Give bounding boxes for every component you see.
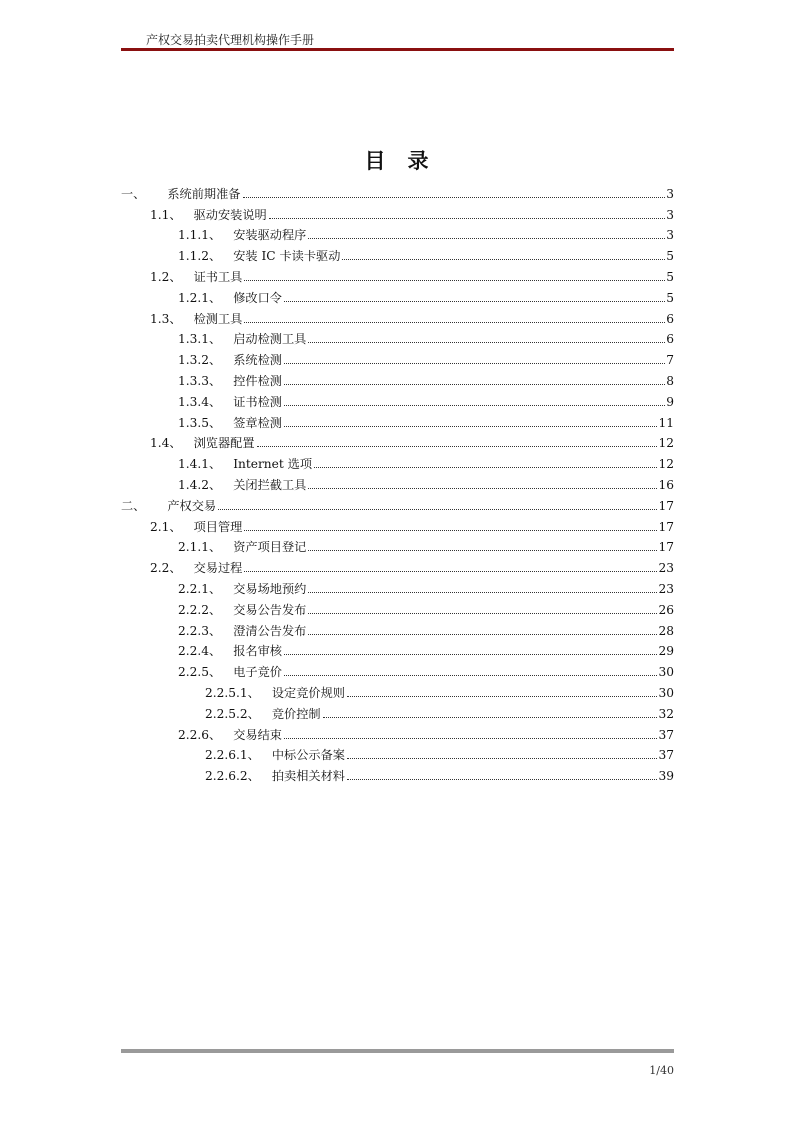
header-rule: [121, 48, 674, 51]
toc-entry-label: 签章检测: [233, 415, 282, 430]
toc-entry[interactable]: [121, 534, 674, 555]
toc-entry-number: 2.2.5.2、: [205, 706, 260, 721]
toc-entry[interactable]: [121, 222, 674, 243]
toc-dot-leader: [218, 509, 657, 510]
toc-entry-page: 23: [658, 561, 674, 576]
toc-dot-leader: [342, 259, 665, 260]
toc-entry-page: 37: [658, 748, 674, 763]
toc-entry[interactable]: [121, 305, 674, 326]
toc-dot-leader: [308, 550, 657, 551]
toc-dot-leader: [284, 654, 658, 655]
toc-entry-label: 报名审核: [233, 644, 282, 659]
toc-entry-number: 2.2.2、: [178, 602, 222, 617]
toc-entry-label: 交易公告发布: [233, 602, 307, 617]
toc-entry-label: 拍卖相关材料: [271, 769, 345, 784]
toc-entry[interactable]: [121, 513, 674, 534]
toc-entry-page: 3: [666, 207, 674, 222]
toc-dot-leader: [257, 446, 658, 447]
toc-entry-number: 1.3.2、: [178, 353, 222, 368]
toc-entry-label: 交易过程: [193, 561, 243, 576]
toc-entry-number: 2.2.5.1、: [205, 685, 260, 700]
toc-entry-label: 交易结束: [233, 727, 282, 742]
toc-entry-number: 2.2.6、: [178, 727, 222, 742]
toc-entry-label: 系统检测: [233, 353, 282, 368]
toc-dot-leader: [323, 717, 658, 718]
toc-entry[interactable]: [121, 242, 674, 263]
toc-entry[interactable]: [121, 575, 674, 596]
toc-entry-page: 39: [658, 769, 674, 784]
toc-entry-number: 1.2.1、: [178, 290, 222, 305]
toc-entry[interactable]: [121, 450, 674, 471]
toc-entry-label: 电子竞价: [233, 665, 282, 680]
toc-entry-number: 2.2.6.1、: [205, 748, 260, 763]
toc-entry-page: 28: [658, 623, 674, 638]
toc-dot-leader: [244, 530, 657, 531]
table-of-contents: [121, 180, 674, 783]
toc-entry-label: 项目管理: [193, 519, 243, 534]
toc-dot-leader: [308, 488, 657, 489]
toc-entry-number: 一、: [121, 186, 146, 201]
toc-entry-label: 安装驱动程序: [233, 228, 307, 243]
toc-entry[interactable]: [121, 388, 674, 409]
toc-entry-number: 2.2.6.2、: [205, 769, 260, 784]
toc-entry[interactable]: [121, 263, 674, 284]
toc-entry-page: 37: [658, 727, 674, 742]
toc-entry[interactable]: [121, 471, 674, 492]
toc-entry-label: 安装 IC 卡读卡驱动: [233, 249, 341, 264]
toc-entry-label: 浏览器配置: [193, 436, 255, 451]
toc-entry[interactable]: [121, 326, 674, 347]
toc-entry-number: 1.3、: [150, 311, 182, 326]
toc-dot-leader: [284, 384, 665, 385]
toc-entry-page: 11: [658, 415, 674, 430]
toc-entry-page: 17: [658, 540, 674, 555]
toc-entry-label: 产权交易: [167, 498, 217, 513]
toc-entry-number: 2.2.5、: [178, 665, 222, 680]
toc-entry-number: 2.2、: [150, 561, 182, 576]
toc-entry-page: 5: [666, 249, 674, 264]
toc-dot-leader: [314, 467, 657, 468]
toc-dot-leader: [308, 342, 665, 343]
toc-entry[interactable]: [121, 679, 674, 700]
toc-entry[interactable]: [121, 284, 674, 305]
toc-dot-leader: [244, 571, 657, 572]
toc-entry-page: 12: [658, 436, 674, 451]
toc-entry-page: 17: [658, 519, 674, 534]
toc-entry[interactable]: [121, 742, 674, 763]
toc-entry[interactable]: [121, 762, 674, 783]
toc-entry-page: 30: [658, 665, 674, 680]
toc-entry-page: 3: [666, 228, 674, 243]
toc-dot-leader: [308, 592, 657, 593]
toc-entry-page: 3: [666, 186, 674, 201]
toc-entry-page: 16: [658, 477, 674, 492]
toc-entry-label: 关闭拦截工具: [233, 477, 307, 492]
toc-entry[interactable]: [121, 409, 674, 430]
toc-entry-number: 2.1、: [150, 519, 182, 534]
toc-entry-number: 1.1、: [150, 207, 182, 222]
toc-entry-label: 证书工具: [193, 269, 243, 284]
toc-title: 目录: [364, 148, 451, 173]
toc-entry-page: 17: [658, 498, 674, 513]
toc-entry-page: 5: [666, 269, 674, 284]
toc-entry-label: 修改口令: [233, 290, 282, 305]
toc-dot-leader: [308, 238, 665, 239]
toc-entry-number: 二、: [121, 498, 146, 513]
toc-dot-leader: [243, 197, 666, 198]
toc-entry[interactable]: [121, 658, 674, 679]
toc-entry-label: 澄清公告发布: [233, 623, 307, 638]
toc-entry[interactable]: [121, 554, 674, 575]
toc-entry[interactable]: [121, 346, 674, 367]
toc-entry-label: 中标公示备案: [271, 748, 345, 763]
toc-dot-leader: [347, 779, 658, 780]
toc-entry-number: 2.2.4、: [178, 644, 222, 659]
page-number: 1/40: [649, 1064, 674, 1077]
toc-entry-page: 7: [666, 353, 674, 368]
toc-dot-leader: [308, 613, 657, 614]
toc-entry-label: 证书检测: [233, 394, 282, 409]
toc-entry-page: 32: [658, 706, 674, 721]
toc-entry-label: 驱动安装说明: [193, 207, 267, 222]
header-title: 产权交易拍卖代理机构操作手册: [146, 33, 315, 47]
toc-dot-leader: [284, 738, 658, 739]
toc-dot-leader: [284, 426, 658, 427]
toc-entry-label: Internet 选项: [233, 457, 313, 472]
toc-entry[interactable]: [121, 201, 674, 222]
toc-entry-page: 23: [658, 581, 674, 596]
toc-entry[interactable]: [121, 721, 674, 742]
toc-entry-page: 29: [658, 644, 674, 659]
toc-dot-leader: [284, 675, 658, 676]
toc-entry-number: 1.4.1、: [178, 457, 222, 472]
toc-entry[interactable]: [121, 492, 674, 513]
toc-dot-leader: [308, 634, 657, 635]
toc-entry-number: 1.2、: [150, 269, 182, 284]
toc-entry[interactable]: [121, 700, 674, 721]
toc-entry-number: 1.1.1、: [178, 228, 222, 243]
toc-entry-number: 1.3.1、: [178, 332, 222, 347]
footer-rule: [121, 1049, 674, 1053]
toc-entry-label: 交易场地预约: [233, 581, 307, 596]
toc-entry[interactable]: [121, 180, 674, 201]
toc-dot-leader: [284, 363, 665, 364]
toc-entry-page: 12: [658, 457, 674, 472]
toc-entry[interactable]: [121, 367, 674, 388]
toc-entry-page: 26: [658, 602, 674, 617]
toc-entry[interactable]: [121, 596, 674, 617]
toc-dot-leader: [284, 301, 665, 302]
toc-dot-leader: [347, 758, 658, 759]
toc-entry[interactable]: [121, 638, 674, 659]
toc-entry-page: 6: [666, 311, 674, 326]
toc-entry-number: 1.4.2、: [178, 477, 222, 492]
toc-entry-number: 2.1.1、: [178, 540, 222, 555]
toc-entry[interactable]: [121, 617, 674, 638]
toc-entry-label: 系统前期准备: [167, 186, 241, 201]
toc-entry-number: 1.3.5、: [178, 415, 222, 430]
toc-entry-page: 30: [658, 685, 674, 700]
toc-entry-number: 2.2.3、: [178, 623, 222, 638]
toc-entry-label: 控件检测: [233, 373, 282, 388]
toc-dot-leader: [284, 405, 665, 406]
toc-entry-label: 启动检测工具: [233, 332, 307, 347]
toc-entry-number: 1.3.3、: [178, 373, 222, 388]
toc-dot-leader: [244, 280, 665, 281]
toc-entry-page: 9: [666, 394, 674, 409]
toc-entry-label: 检测工具: [193, 311, 243, 326]
toc-entry-label: 竞价控制: [271, 706, 321, 721]
toc-entry-page: 8: [666, 373, 674, 388]
toc-dot-leader: [347, 696, 658, 697]
toc-entry-number: 2.2.1、: [178, 581, 222, 596]
toc-entry[interactable]: [121, 430, 674, 451]
toc-dot-leader: [269, 218, 666, 219]
toc-entry-number: 1.3.4、: [178, 394, 222, 409]
toc-entry-page: 5: [666, 290, 674, 305]
toc-entry-label: 资产项目登记: [233, 540, 307, 555]
toc-entry-label: 设定竞价规则: [271, 685, 345, 700]
toc-entry-number: 1.4、: [150, 436, 182, 451]
toc-dot-leader: [244, 322, 665, 323]
toc-entry-number: 1.1.2、: [178, 249, 222, 264]
toc-entry-page: 6: [666, 332, 674, 347]
